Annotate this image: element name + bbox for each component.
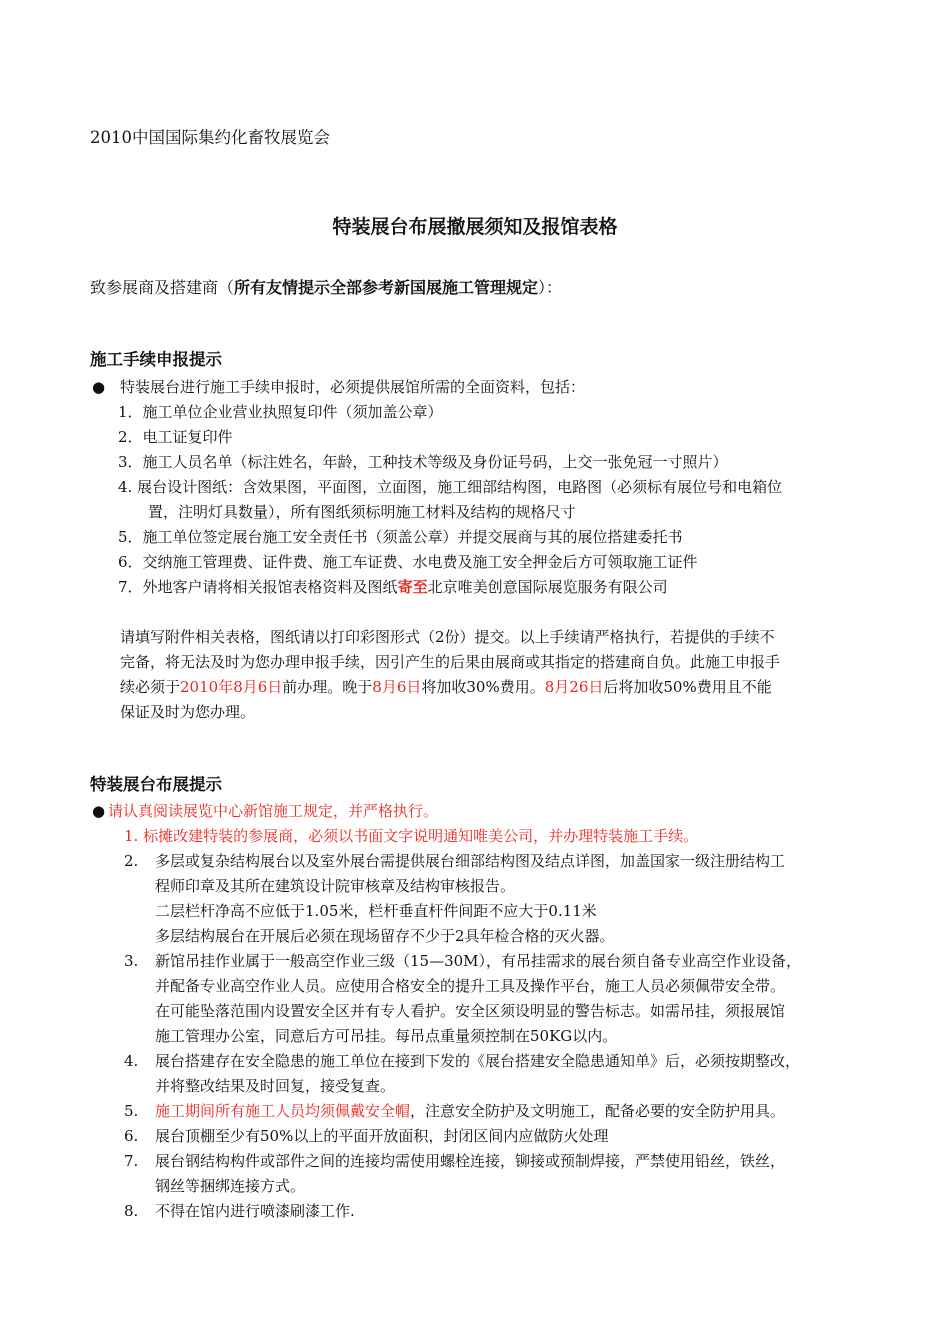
note-line: 续必须于2010年8月6日前办理。晚于8月6日将加收30%费用。8月26日后将加收50%费用且不能 — [120, 678, 772, 696]
section1-heading: 施工手续申报提示 — [90, 350, 222, 369]
list-item: 3．施工人员名单（标注姓名，年龄，工种技术等级及身份证号码，上交一张免冠一寸照片） — [118, 453, 728, 471]
deadline-date: 8月26日 — [544, 678, 604, 696]
note-line: 保证及时为您办理。 — [120, 703, 256, 721]
list-item-line: 并配备专业高空作业人员。应使用合格安全的提升工具及操作平台，施工人员必须佩带安全带。 — [155, 977, 786, 995]
list-item-line: 钢丝等捆绑连接方式。 — [155, 1177, 306, 1195]
section2-bullet — [92, 801, 105, 821]
list-item: 1．施工单位企业营业执照复印件（须加盖公章） — [118, 403, 443, 421]
list-item: 4. 展台设计图纸：含效果图，平面图，立面图，施工细部结构图，电路图（必须标有展位号和电箱位 — [118, 478, 783, 496]
list-item-line: 不得在馆内进行喷漆刷漆工作. — [155, 1202, 355, 1220]
list-item-line: 并将整改结果及时回复，接受复查。 — [155, 1077, 396, 1095]
section2-intro: 请认真阅读展览中心新馆施工规定，并严格执行。 — [108, 802, 439, 820]
list-item-continuation: 置，注明灯具数量），所有图纸须标明施工材料及结构的规格尺寸 — [148, 503, 576, 521]
note-line: 请填写附件相关表格，图纸请以打印彩图形式（2份）提交。以上手续请严格执行，若提供的手续不 — [120, 628, 775, 646]
note-line: 完备，将无法及时为您办理申报手续，因引产生的后果由展商或其指定的搭建商自负。此施工申报手 — [120, 653, 781, 671]
list-item-line: 新馆吊挂作业属于一般高空作业三级（15—30M），有吊挂需求的展台须自备专业高空作业设备， — [155, 952, 802, 970]
section2-heading: 特装展台布展提示 — [90, 775, 222, 794]
list-item-line: 展台钢结构构件或部件之间的连接均需使用螺栓连接，铆接或预制焊接，严禁使用铅丝，铁丝， — [155, 1152, 786, 1170]
list-item-line: 在可能坠落范围内设置安全区并有专人看护。安全区须设明显的警告标志。如需吊挂，须报展馆 — [155, 1002, 786, 1020]
list-item: 5．施工单位签定展台施工安全责任书（须盖公章）并提交展商与其的展位搭建委托书 — [118, 528, 683, 546]
list-item: 6．交纳施工管理费、证件费、施工车证费、水电费及施工安全押金后方可领取施工证件 — [118, 553, 698, 571]
greeting — [90, 278, 562, 298]
list-item-number: 4. — [124, 1052, 139, 1070]
greeting-prefix: 致参展商及搭建商（ — [90, 278, 235, 297]
list-item-line: 展台顶棚至少有50%以上的平面开放面积，封闭区间内应做防火处理 — [155, 1127, 609, 1145]
list-item-number: 5. — [124, 1102, 139, 1120]
safety-helmet-warning: 施工期间所有施工人员均须佩戴安全帽 — [155, 1102, 411, 1120]
list-item-number: 7. — [124, 1152, 139, 1170]
page-title: 特装展台布展撤展须知及报馆表格 — [332, 216, 618, 238]
bullet-icon: ● — [92, 802, 106, 820]
list-item-line: 二层栏杆净高不应低于1.05米，栏杆垂直杆件间距不应大于0.11米 — [155, 902, 597, 920]
list-item-line: 多层结构展台在开展后必须在现场留存不少于2具年检合格的灭火器。 — [155, 927, 615, 945]
list-item-line: 展台搭建存在安全隐患的施工单位在接到下发的《展台搭建安全隐患通知单》后，必须按期整改， — [155, 1052, 801, 1070]
greeting-bold: 所有友情提示全部参考新国展施工管理规定 — [234, 278, 539, 297]
list-item-number: 8. — [124, 1202, 139, 1220]
list-item: 1. 标摊改建特装的参展商，必须以书面文字说明通知唯美公司，并办理特装施工手续。 — [124, 827, 699, 845]
list-item-line: 施工期间所有施工人员均须佩戴安全帽，注意安全防护及文明施工，配备必要的安全防护用具。 — [155, 1102, 786, 1120]
bullet-icon: ● — [92, 378, 106, 396]
list-item-number: 2. — [124, 852, 139, 870]
list-item: 7．外地客户请将相关报馆表格资料及图纸寄至北京唯美创意国际展览服务有限公司 — [118, 578, 668, 596]
deadline-date: 8月6日 — [372, 678, 422, 696]
section1-bullet — [92, 377, 105, 397]
list-item-number: 6. — [124, 1127, 139, 1145]
list-item-line: 施工管理办公室，同意后方可吊挂。每吊点重量须控制在50KG以内。 — [155, 1027, 618, 1045]
highlight-send-to: 寄至 — [397, 578, 428, 596]
list-item-line: 程师印章及其所在建筑设计院审核章及结构审核报告。 — [155, 877, 516, 895]
exhibition-header: 2010中国国际集约化畜牧展览会 — [90, 128, 330, 147]
list-item: 2．电工证复印件 — [118, 428, 233, 446]
list-item-line: 多层或复杂结构展台以及室外展台需提供展台细部结构图及结点详图，加盖国家一级注册结构工 — [155, 852, 786, 870]
section1-intro: 特装展台进行施工手续申报时，必须提供展馆所需的全面资料，包括： — [120, 378, 586, 396]
list-item-number: 3. — [124, 952, 139, 970]
greeting-suffix: ）： — [538, 278, 563, 297]
deadline-date: 2010年8月6日 — [180, 678, 283, 696]
